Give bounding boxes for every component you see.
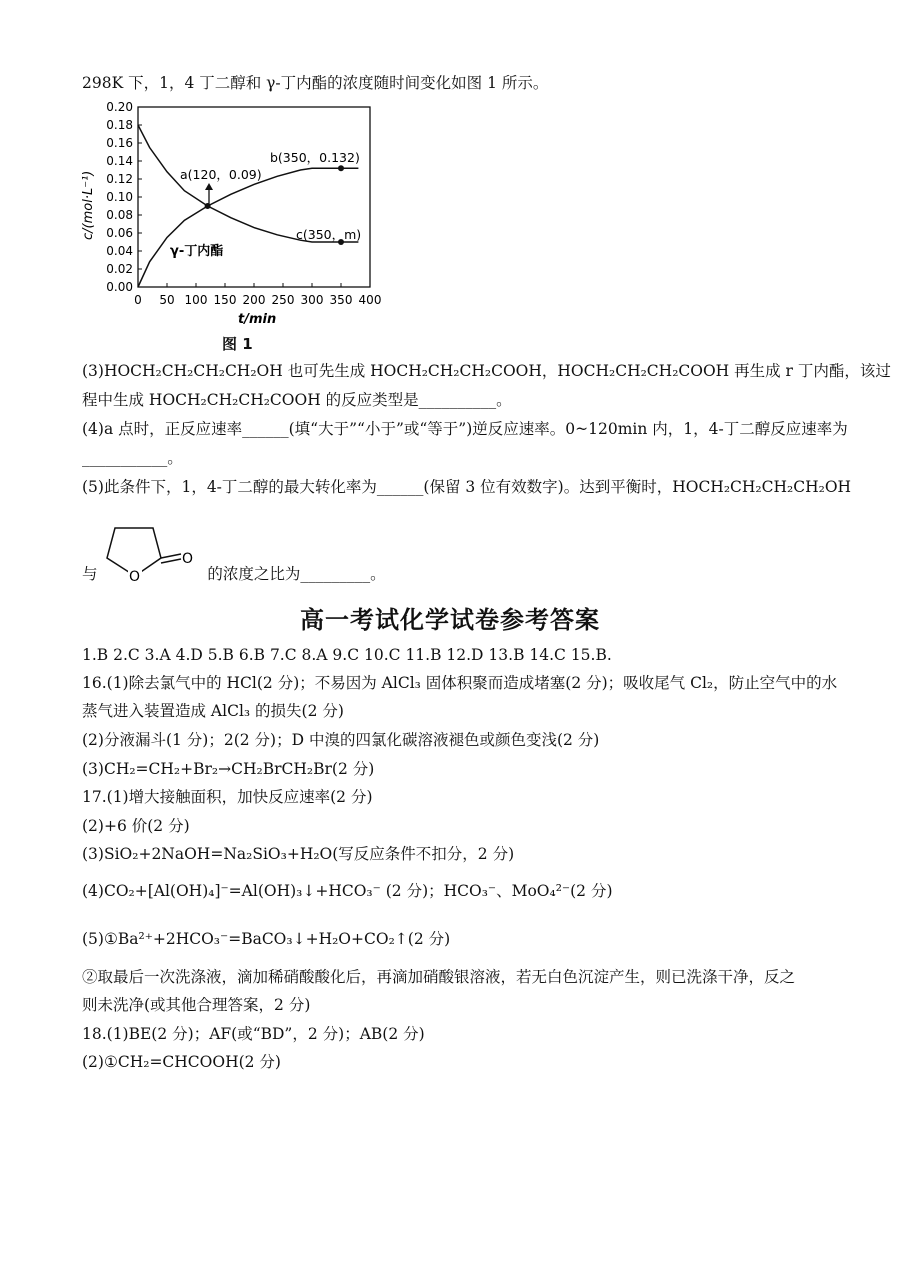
- answer-17-line-5: (5)①Ba²⁺+2HCO₃⁻=BaCO₃↓+H₂O+CO₂↑(2 分): [82, 930, 451, 948]
- y-tick-label: 0.12: [106, 172, 133, 186]
- y-axis-label: c/(mol·L⁻¹): [81, 170, 96, 240]
- point-a-marker: [205, 203, 211, 209]
- x-tick-label: 0: [134, 293, 142, 307]
- concentration-time-chart: [82, 95, 382, 345]
- answer-17-line-6: ②取最后一次洗涤液，滴加稀硝酸酸化后，再滴加硝酸银溶液，若无白色沉淀产生，则已洗涤干净，反之: [82, 968, 796, 986]
- y-tick-label: 0.00: [106, 280, 133, 294]
- answer-17-line-3: (3)SiO₂+2NaOH=Na₂SiO₃+H₂O(写反应条件不扣分，2 分): [82, 845, 515, 863]
- point-b-label: b(350，0.132): [270, 150, 360, 165]
- y-tick-label: 0.14: [106, 154, 133, 168]
- series-label: γ-丁内酯: [170, 244, 224, 259]
- gamma-butyrolactone-structure: [97, 518, 197, 588]
- point-b-marker: [338, 165, 344, 171]
- x-tick-label: 300: [300, 293, 324, 307]
- answer-16-line-1: 16.(1)除去氯气中的 HCl(2 分)；不易因为 AlCl₃ 固体积聚而造成堵塞(2 分)；吸收尾气 Cl₂，防止空气中的水: [82, 674, 838, 692]
- y-tick-label: 0.08: [106, 208, 133, 222]
- point-c-label: c(350，m): [296, 227, 362, 242]
- answer-18-line-1: 18.(1)BE(2 分)；AF(或“BD”，2 分)；AB(2 分): [82, 1025, 425, 1043]
- y-tick-label: 0.04: [106, 244, 133, 258]
- y-tick-label: 0.20: [106, 100, 133, 114]
- carbonyl-bond-1: [161, 554, 181, 558]
- y-tick-label: 0.02: [106, 262, 133, 276]
- x-tick-label: 250: [271, 293, 295, 307]
- answer-16-line-4: (3)CH₂=CH₂+Br₂→CH₂BrCH₂Br(2 分): [82, 760, 375, 778]
- x-tick-label: 350: [329, 293, 353, 307]
- question-intro: 298K 下，1，4 丁二醇和 γ-丁内酯的浓度随时间变化如图 1 所示。: [82, 74, 549, 92]
- x-tick-label: 200: [242, 293, 266, 307]
- arrow-head: [205, 183, 213, 190]
- answer-17-line-7: 则未洗净(或其他合理答案，2 分): [82, 996, 311, 1014]
- y-tick-label: 0.06: [106, 226, 133, 240]
- y-tick-label: 0.16: [106, 136, 133, 150]
- question-5-line-1: (5)此条件下，1，4-丁二醇的最大转化率为______(保留 3 位有效数字)。达到平衡时，HOCH₂CH₂CH₂CH₂OH: [82, 478, 852, 496]
- carbonyl-bond-2: [161, 559, 181, 563]
- answer-17-line-1: 17.(1)增大接触面积，加快反应速率(2 分): [82, 788, 373, 806]
- y-tick-label: 0.18: [106, 118, 133, 132]
- x-tick-label: 50: [159, 293, 175, 307]
- x-tick-label: 150: [213, 293, 237, 307]
- axis-tick-marks: [138, 107, 370, 287]
- answer-choices: 1.B 2.C 3.A 4.D 5.B 6.B 7.C 8.A 9.C 10.C 11.B 12.D 13.B 14.C 15.B.: [82, 646, 612, 664]
- x-tick-label: 400: [358, 293, 382, 307]
- y-tick-label: 0.10: [106, 190, 133, 204]
- question-4-line-1: (4)a 点时，正反应速率______(填“大于”“小于”或“等于”)逆反应速率。0~120min 内，1，4-丁二醇反应速率为: [82, 420, 848, 438]
- question-3-line-1: (3)HOCH₂CH₂CH₂CH₂OH 也可先生成 HOCH₂CH₂CH₂COOH，HOCH₂CH₂CH₂COOH 再生成 r 丁内酯，该过: [82, 362, 891, 380]
- question-4-line-2: ___________。: [82, 449, 183, 467]
- answer-16-line-3: (2)分液漏斗(1 分)；2(2 分)；D 中溴的四氯化碳溶液褪色或颜色变浅(2 分): [82, 731, 600, 749]
- carbonyl-oxygen-label: O: [182, 551, 194, 567]
- answer-17-line-4: (4)CO₂+[Al(OH)₄]⁻=Al(OH)₃↓+HCO₃⁻ (2 分)；HCO₃⁻、MoO₄²⁻(2 分): [82, 882, 613, 900]
- answer-section-title: 高一考试化学试卷参考答案: [300, 606, 600, 634]
- answer-17-line-2: (2)+6 价(2 分): [82, 817, 190, 835]
- answer-18-line-2: (2)①CH₂=CHCOOH(2 分): [82, 1053, 281, 1071]
- x-tick-labels: [134, 293, 381, 307]
- x-tick-label: 100: [184, 293, 208, 307]
- with-label: 与: [82, 565, 98, 583]
- x-axis-label: t/min: [238, 312, 277, 327]
- ratio-blank-text: 的浓度之比为_________。: [207, 565, 386, 583]
- question-3-line-2: 程中生成 HOCH₂CH₂CH₂COOH 的反应类型是__________。: [82, 391, 512, 409]
- point-a-label: a(120，0.09): [180, 167, 262, 182]
- plot-frame: [138, 107, 370, 287]
- answer-16-line-2: 蒸气进入装置造成 AlCl₃ 的损失(2 分): [82, 702, 344, 720]
- figure-caption: 图 1: [222, 335, 253, 353]
- y-tick-labels: [106, 100, 133, 294]
- ring-oxygen-label: O: [129, 569, 141, 585]
- butanediol-series-line: [138, 125, 358, 242]
